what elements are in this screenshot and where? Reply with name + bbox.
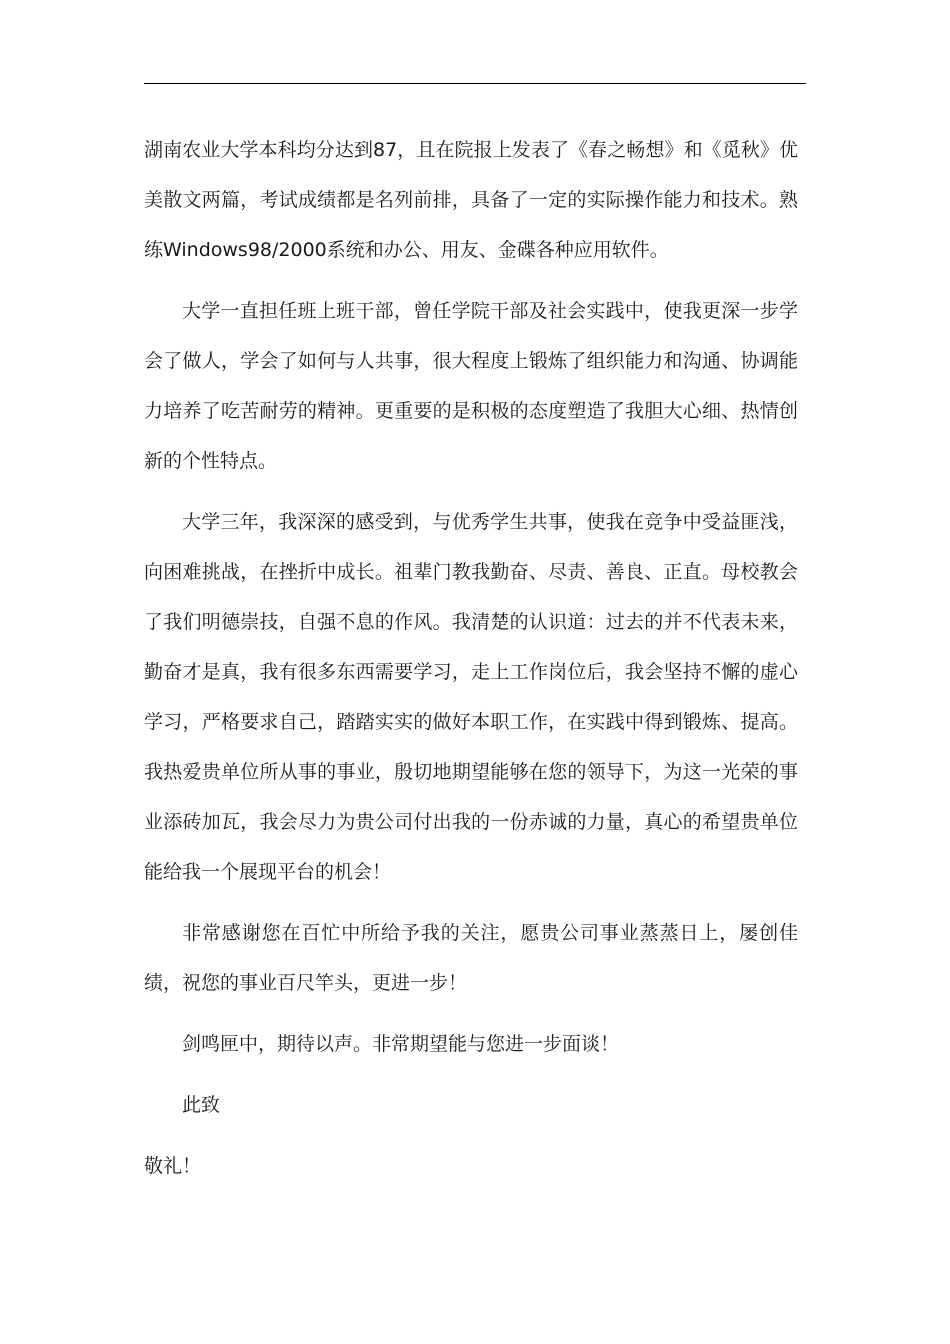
paragraph-leadership: 大学一直担任班上班干部，曾任学院干部及社会实践中，使我更深一步学会了做人，学会了如何与人共事，很大程度上锻炼了组织能力和沟通、协调能力培养了吃苦耐劳的精神。更重要的是积极的态度塑造了我胆大心细、热情创新的个性特点。 [144, 300, 798, 472]
paragraph-growth: 大学三年，我深深的感受到，与优秀学生共事，使我在竞争中受益匪浅，向困难挑战，在挫折中成长。祖辈门教我勤奋、尽责、善良、正直。母校教会了我们明德崇技，自强不息的作风。我清楚的认识道：过去的并不代表未来，勤奋才是真，我有很多东西需要学习，走上工作岗位后，我会坚持不懈的虚心学习，严格要求自己，踏踏实实的做好本职工作，在实践中得到锻炼、提高。我热爱贵单位所从事的事业，殷切地期望能够在您的领导下，为这一光荣的事业添砖加瓦，我会尽力为贵公司付出我的一份赤诚的力量，真心的希望贵单位能给我一个展现平台的机会！ [144, 511, 798, 883]
paragraph-grades: 湖南农业大学本科均分达到87，且在院报上发表了《春之畅想》和《觅秋》优美散文两篇，考试成绩都是名列前排，具备了一定的实际操作能力和技术。熟练Windows98/2000系统和办公、用友、金碟各种应用软件。 [144, 139, 798, 261]
closing-regards: 敬礼！ [144, 1155, 202, 1177]
paragraph-expectation: 剑鸣匣中，期待以声。非常期望能与您进一步面谈！ [182, 1033, 620, 1055]
letter-body [144, 125, 798, 1191]
paragraph-thanks: 非常感谢您在百忙中所给予我的关注，愿贵公司事业蒸蒸日上，屡创佳绩，祝您的事业百尺竿头，更进一步！ [144, 922, 798, 994]
header-rule [144, 83, 806, 84]
closing-salutation: 此致 [182, 1094, 221, 1116]
